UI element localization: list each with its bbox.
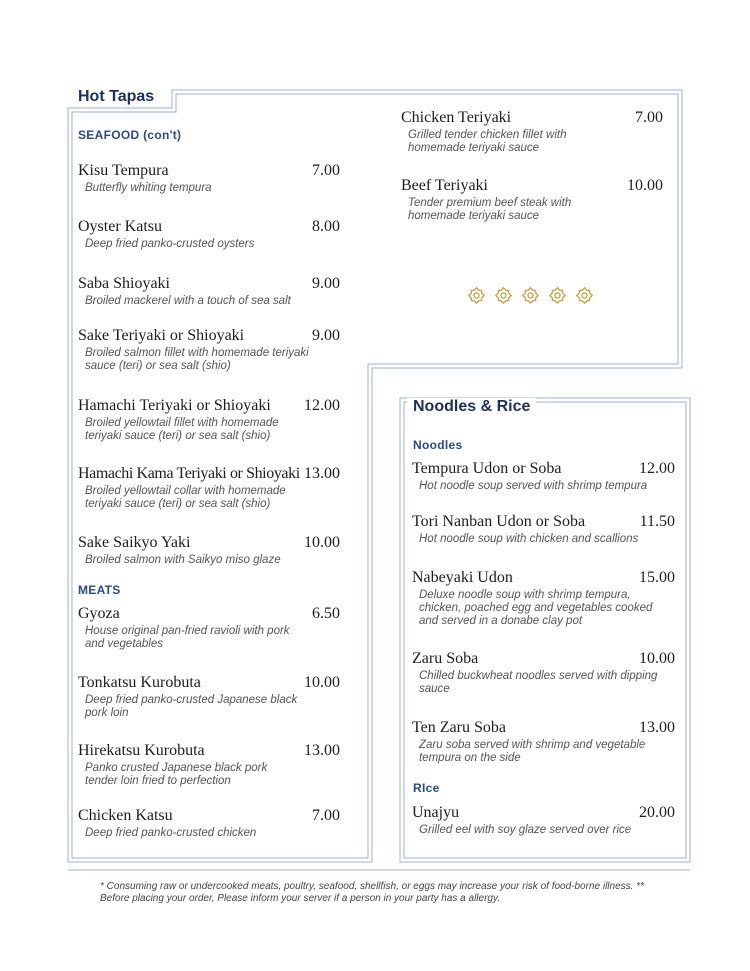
menu-item [78,674,340,720]
menu-item [412,460,675,493]
gold-flower-ornament-icon [522,287,539,304]
item-price: 10.00 [627,177,663,194]
menu-item [78,465,340,511]
item-price: 11.50 [639,513,675,530]
item-name: Gyoza [78,605,120,622]
item-name: Tori Nanban Udon or Soba [412,513,586,530]
item-description: Broiled yellowtail collar with homemade teriyaki sauce (teri) or sea salt (shio) [85,485,286,510]
item-name: Oyster Katsu [78,218,162,235]
menu-item [78,162,340,195]
menu-item [412,513,675,546]
item-description: Deluxe noodle soup with shrimp tempura, chicken, poached egg and vegetables cooked and served in a donabe clay pot [419,589,653,627]
item-description: Broiled mackerel with a touch of sea salt [85,295,291,307]
item-price: 13.00 [304,465,340,482]
item-name: Hirekatsu Kurobuta [78,742,205,759]
item-price: 7.00 [312,807,340,824]
item-price: 10.00 [304,534,340,551]
item-description: Chilled buckwheat noodles served with dipping sauce [419,670,658,695]
item-name: Sake Teriyaki or Shioyaki [78,327,245,344]
gold-flower-ornament-icon [576,287,593,304]
item-description: Tender premium beef steak with homemade teriyaki sauce [408,197,572,222]
item-name: Beef Teriyaki [401,177,488,194]
item-name: Ten Zaru Soba [412,719,506,736]
item-price: 9.00 [312,275,340,292]
menu-item [78,218,340,251]
item-description: Deep fried panko-crusted Japanese black pork loin [85,694,298,719]
item-price: 7.00 [635,109,663,126]
hot-tapas-title: Hot Tapas [72,88,160,106]
item-name: Sake Saikyo Yaki [78,534,191,551]
item-name: Chicken Teriyaki [401,109,512,126]
item-price: 7.00 [312,162,340,179]
item-price: 12.00 [304,397,340,414]
menu-item [401,177,663,223]
menu-item [412,804,675,837]
noodles-rice-title: Noodles & Rice [407,398,536,416]
item-description: Broiled yellowtail fillet with homemade teriyaki sauce (teri) or sea salt (shio) [85,417,279,442]
gold-flower-ornament-icon [549,287,566,304]
ornament-row [468,287,593,304]
item-price: 9.00 [312,327,340,344]
item-description: Deep fried panko-crusted chicken [85,827,257,839]
item-name: Nabeyaki Udon [412,569,513,586]
item-name: Zaru Soba [412,650,479,667]
menu-item [78,275,340,308]
gold-flower-ornament-icon [468,287,485,304]
item-description: Hot noodle soup served with shrimp tempura [419,480,648,492]
menu-item [78,327,340,373]
menu-item [412,650,675,696]
menu-item [78,605,340,651]
item-name: Tempura Udon or Soba [412,460,562,477]
meats-category: MEATS [78,583,121,597]
item-name: Kisu Tempura [78,162,169,179]
item-price: 12.00 [639,460,675,477]
menu-item [78,397,340,443]
item-name: Chicken Katsu [78,807,173,824]
item-description: Grilled eel with soy glaze served over rice [419,824,632,836]
item-price: 15.00 [639,569,675,586]
item-description: Hot noodle soup with chicken and scallions [419,533,639,545]
item-price: 10.00 [639,650,675,667]
item-name: Hamachi Teriyaki or Shioyaki [78,397,271,414]
menu-item [78,807,340,840]
menu-item [78,534,340,567]
item-name: Saba Shioyaki [78,275,170,292]
item-description: Panko crusted Japanese black pork tender loin fried to perfection [85,762,268,787]
item-description: Zaru soba served with shrimp and vegetable tempura on the side [419,739,646,764]
item-description: Broiled salmon with Saikyo miso glaze [85,554,281,566]
item-price: 20.00 [639,804,675,821]
menu-item [412,569,675,628]
menu-item [401,109,663,155]
rice-category: RIce [413,781,440,795]
item-name: Unajyu [412,804,460,821]
item-description: Butterfly whiting tempura [85,182,212,194]
allergy-footnote: * Consuming raw or undercooked meats, poultry, seafood, shellfish, or eggs may increase your risk of food-borne illness. ** Before placing your order, Please inform your server if a person in your party has a allergy. [100,881,644,904]
gold-flower-ornament-icon [495,287,512,304]
item-description: House original pan-fried ravioli with pork and vegetables [85,625,290,650]
item-description: Grilled tender chicken fillet with homemade teriyaki sauce [408,129,567,154]
menu-item [78,742,340,788]
menu-item [412,719,675,765]
item-price: 13.00 [304,742,340,759]
item-name: Tonkatsu Kurobuta [78,674,201,691]
item-price: 6.50 [312,605,340,622]
item-price: 10.00 [304,674,340,691]
seafood-category: SEAFOOD (con't) [78,128,182,142]
noodles-category: Noodles [413,438,463,452]
item-description: Broiled salmon fillet with homemade teriyaki sauce (teri) or sea salt (shio) [85,347,309,372]
item-name: Hamachi Kama Teriyaki or Shioyaki [78,465,300,482]
item-price: 8.00 [312,218,340,235]
item-price: 13.00 [639,719,675,736]
item-description: Deep fried panko-crusted oysters [85,238,255,250]
